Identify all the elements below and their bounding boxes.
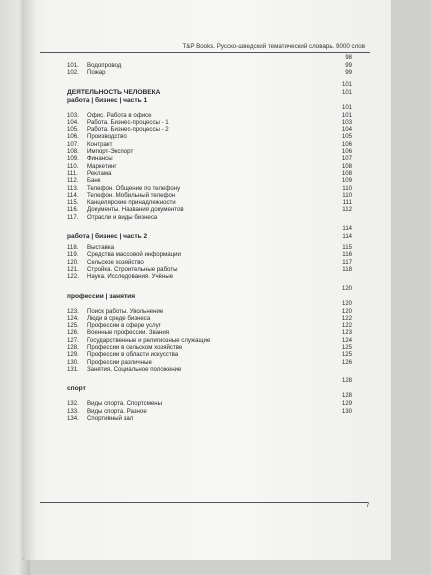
entry-title: Сельское хозяйство: [87, 258, 144, 266]
entry-title: Государственные и религиозные служащие: [87, 336, 211, 344]
entry-title: Военные профессии. Звания: [87, 329, 170, 337]
entry-number: 115.: [67, 199, 79, 207]
entry-title: Профессии в сельском хозяйстве: [87, 344, 183, 352]
page-ref: 123: [341, 329, 352, 337]
entry-number: 116.: [67, 206, 79, 214]
entry-title: Телефон. Общение по телефону: [87, 184, 181, 192]
table-of-contents: [62, 55, 366, 422]
toc-entry: [62, 112, 366, 119]
page-ref: 104: [341, 126, 352, 134]
entry-title: Профессии различные: [87, 358, 152, 366]
page-ref: 101: [341, 104, 352, 111]
entry-number: 107.: [67, 140, 79, 148]
entry-title: Выставка: [87, 244, 115, 252]
toc-entry: [62, 214, 366, 221]
toc-entry: [62, 170, 366, 177]
entry-title: Виды спорта. Спортсмены: [87, 400, 163, 408]
entry-title: Работа. Бизнес-процессы - 2: [87, 126, 169, 134]
entry-number: 108.: [67, 148, 79, 156]
toc-entry: [62, 308, 366, 315]
toc-entry: [62, 329, 366, 336]
entry-number: 131.: [67, 365, 79, 373]
footer-rule: [40, 502, 368, 503]
page-ref: 99: [345, 62, 352, 69]
toc-entry: [62, 415, 366, 422]
page-ref: 105: [341, 133, 352, 141]
page-ref: 124: [341, 336, 352, 344]
section-title: спорт: [67, 385, 86, 393]
page-ref: 108: [341, 162, 352, 170]
section-title: работа | бизнес | часть 2: [67, 233, 148, 241]
entry-number: 118.: [67, 244, 79, 252]
section-heading: [62, 97, 366, 105]
page-ref-row: [62, 378, 366, 385]
entry-number: 106.: [67, 133, 79, 141]
toc-entry: [62, 119, 366, 126]
page-ref: 125: [341, 344, 352, 352]
page-number: 7: [366, 503, 370, 509]
entry-title: Стройка. Строительные работы: [87, 265, 178, 273]
page-ref: 120: [341, 300, 352, 307]
section-title: ДЕЯТЕЛЬНОСТЬ ЧЕЛОВЕКА: [67, 88, 161, 96]
toc-entry: [62, 408, 366, 415]
entry-number: 117.: [67, 213, 79, 221]
entry-title: Спортивный зал: [87, 414, 134, 422]
toc-entry: [62, 133, 366, 140]
page-ref: 125: [341, 351, 352, 359]
toc-entry: [62, 148, 366, 155]
toc-entry: [62, 315, 366, 322]
page-ref: 103: [341, 118, 352, 126]
entry-title: Пожар: [87, 69, 106, 77]
page-ref: 101: [341, 111, 352, 119]
entry-title: Отрасли и виды бизнеса: [87, 213, 158, 221]
entry-title: Виды спорта. Разное: [87, 407, 147, 415]
page-ref: 126: [341, 358, 352, 366]
page-ref: 116: [342, 251, 352, 259]
toc-entry: [62, 62, 366, 69]
spine-shadow: [22, 0, 36, 560]
page-ref: 120: [341, 307, 352, 315]
entry-number: 130.: [67, 358, 79, 366]
entry-number: 104.: [67, 118, 79, 126]
entry-title: Производство: [87, 133, 127, 141]
entry-number: 119.: [67, 251, 79, 259]
page-ref-row: [62, 55, 366, 62]
entry-number: 128.: [67, 344, 79, 352]
section-heading: [62, 385, 366, 393]
entry-title: Занятия. Социальное положение: [87, 365, 182, 373]
entry-title: Импорт-Экспорт: [87, 148, 134, 156]
page-ref: 128: [341, 393, 352, 400]
entry-number: 114.: [67, 191, 79, 199]
toc-entry: [62, 192, 366, 199]
page-ref: 101: [341, 81, 352, 88]
toc-entry: [62, 177, 366, 184]
entry-title: Водопровод: [87, 62, 122, 69]
page-ref: 110: [342, 184, 352, 192]
entry-number: 105.: [67, 126, 79, 134]
toc-entry: [62, 400, 366, 407]
toc-entry: [62, 155, 366, 162]
entry-title: Работа. Бизнес-процессы - 1: [87, 118, 169, 126]
entry-title: Телефон. Мобильный телефон: [87, 191, 176, 199]
entry-number: 127.: [67, 336, 79, 344]
entry-title: Профессии в сфере услуг: [87, 322, 161, 330]
entry-number: 125.: [67, 322, 79, 330]
entry-title: Наука. Исследования. Учёные: [87, 273, 174, 281]
page-ref: 115: [342, 244, 352, 252]
section-heading: [62, 233, 366, 241]
page-ref: 106: [341, 140, 352, 148]
entry-number: 129.: [67, 351, 79, 359]
entry-title: Документы. Названия документов: [87, 206, 184, 214]
page-ref: 114: [342, 234, 352, 241]
toc-entry: [62, 359, 366, 366]
entry-number: 120.: [67, 258, 79, 266]
section-heading: [62, 89, 366, 97]
toc-entry: [62, 351, 366, 358]
entry-title: Офис. Работа в офисе: [87, 111, 152, 119]
page-ref: 112: [342, 206, 352, 214]
entry-title: Маркетинг: [87, 162, 117, 170]
page-ref: 117: [342, 258, 352, 266]
entry-title: Реклама: [87, 169, 112, 177]
page-ref-row: [62, 105, 366, 112]
entry-number: 113.: [67, 184, 79, 192]
page-ref: 106: [341, 148, 352, 156]
page-ref: 109: [341, 177, 352, 185]
toc-entry: [62, 141, 366, 148]
toc-entry: [62, 163, 366, 170]
toc-entry: [62, 244, 366, 251]
entry-number: 101.: [67, 62, 79, 69]
page-ref-row: [62, 286, 366, 293]
toc-entry: [62, 322, 366, 329]
entry-number: 111.: [67, 169, 78, 177]
page-ref: 130: [341, 407, 352, 415]
toc-entry: [62, 344, 366, 351]
toc-entry: [62, 259, 366, 266]
page-ref-row: [62, 393, 366, 400]
toc-entry: [62, 206, 366, 213]
entry-title: Поиск работы. Увольнение: [87, 307, 164, 315]
entry-number: 109.: [67, 155, 79, 163]
toc-entry: [62, 337, 366, 344]
entry-number: 124.: [67, 314, 79, 322]
toc-entry: [62, 251, 366, 258]
entry-number: 103.: [67, 111, 79, 119]
entry-number: 110.: [67, 162, 79, 170]
entry-title: Финансы: [87, 155, 113, 163]
page-ref: 118: [342, 265, 352, 273]
toc-entry: [62, 266, 366, 273]
page-ref-row: [62, 226, 366, 233]
entry-number: 134.: [67, 414, 79, 422]
entry-title: Средства массовой информации: [87, 251, 181, 259]
page-ref: 101: [341, 89, 352, 96]
section-title: профессии | занятия: [67, 292, 136, 300]
page-ref: 99: [345, 69, 352, 77]
entry-number: 112.: [67, 177, 79, 185]
entry-number: 132.: [67, 400, 79, 408]
page-ref: 122: [341, 314, 352, 322]
running-header: T&P Books. Русско-шведский тематический словарь. 9000 слов: [182, 43, 365, 50]
page-ref: 110: [342, 191, 352, 199]
toc-entry: [62, 185, 366, 192]
entry-number: 133.: [67, 407, 79, 415]
toc-entry: [62, 126, 366, 133]
page-ref: 129: [341, 400, 352, 408]
page-ref-row: [62, 82, 366, 89]
entry-title: Люди в среде бизнеса: [87, 314, 151, 322]
entry-title: Профессии в области искусства: [87, 351, 179, 359]
toc-entry: [62, 366, 366, 373]
entry-number: 123.: [67, 307, 79, 315]
entry-number: 126.: [67, 329, 79, 337]
entry-number: 122.: [67, 273, 79, 281]
entry-number: 121.: [67, 265, 79, 273]
toc-entry: [62, 199, 366, 206]
toc-entry: [62, 273, 366, 280]
section-heading: [62, 293, 366, 301]
entry-number: 102.: [67, 69, 79, 77]
header-rule: [40, 52, 370, 53]
page-ref: 128: [341, 378, 352, 385]
page-ref-row: [62, 301, 366, 308]
entry-title: Канцелярские принадлежности: [87, 199, 176, 207]
entry-title: Банк: [87, 177, 101, 185]
page-ref: 108: [341, 169, 352, 177]
section-title: работа | бизнес | часть 1: [67, 96, 148, 104]
toc-entry: [62, 69, 366, 76]
page-ref: 111: [342, 199, 352, 207]
page-ref: 107: [341, 155, 352, 163]
page-ref: 98: [345, 55, 352, 61]
page-ref: 114: [342, 226, 352, 233]
page-ref: 120: [341, 285, 352, 292]
page-ref: 122: [341, 322, 352, 330]
entry-title: Контракт: [87, 140, 113, 148]
